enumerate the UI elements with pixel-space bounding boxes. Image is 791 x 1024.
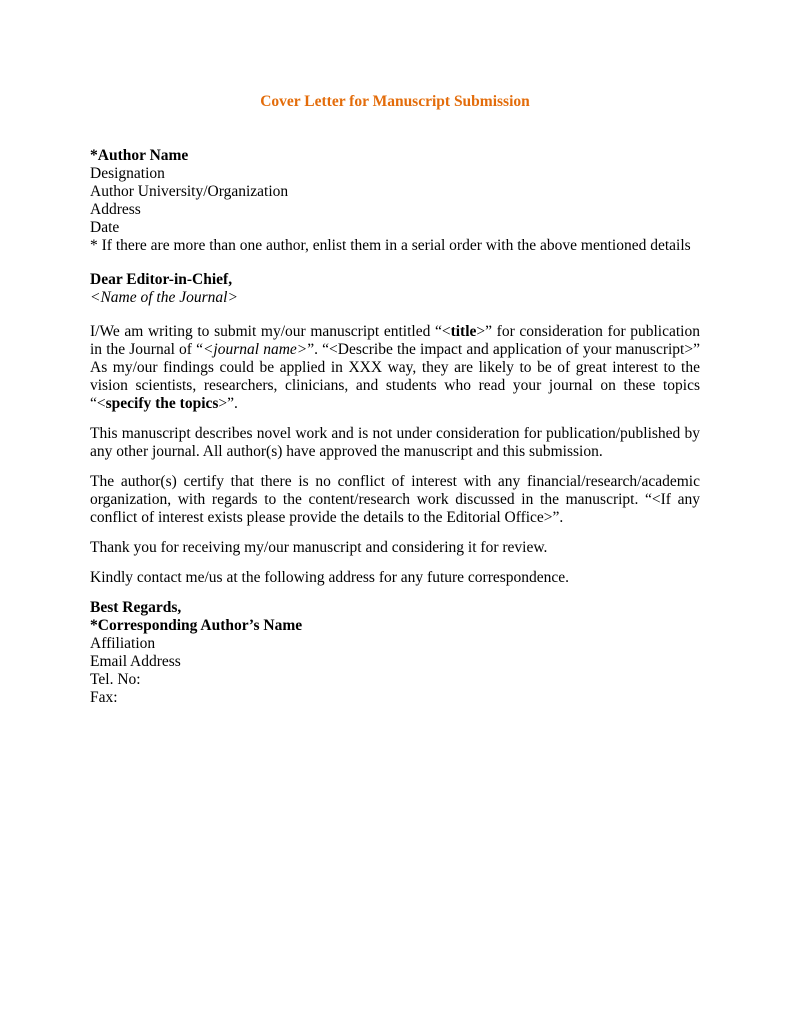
paragraph-contact: Kindly contact me/us at the following address for any future correspondence.: [90, 569, 570, 586]
paragraph-intro-text-4: >”.: [218, 395, 238, 412]
multi-author-note-line: * If there are more than one author, enlist them in a serial order with the above mentioned details: [90, 237, 691, 254]
corresponding-author-line: *Corresponding Author’s Name: [90, 617, 303, 634]
paragraph-intro-text-2: >” for consideration for publication in the Journal of “: [90, 323, 700, 358]
designation-line: Designation: [90, 165, 165, 182]
affiliation-line: Affiliation: [90, 635, 156, 652]
telephone-line: Tel. No:: [90, 671, 141, 688]
salutation-line: Dear Editor-in-Chief,: [90, 271, 233, 288]
author-details-block: [90, 147, 700, 255]
paragraph-intro-journal-placeholder: <journal name>: [202, 341, 308, 358]
paragraph-intro-topics-placeholder: specify the topics: [105, 395, 219, 412]
author-name-line: *Author Name: [90, 147, 189, 164]
paragraph-intro: [90, 323, 700, 413]
paragraph-thank-you: Thank you for receiving my/our manuscript and considering it for review.: [90, 539, 548, 556]
paragraph-novel-work: This manuscript describes novel work and is not under consideration for publication/published by any other journal. All author(s) have approved the manuscript and this submission.: [90, 425, 700, 460]
paragraph-intro-title-placeholder: title: [450, 323, 477, 340]
organization-line: Author University/Organization: [90, 183, 289, 200]
date-line: Date: [90, 219, 120, 236]
paragraph-conflict-of-interest: The author(s) certify that there is no conflict of interest with any financial/research/academic organization, with regards to the content/research work discussed in the manuscript. “<If any conflict of interest exists please provide the details to the Editorial Office>”.: [90, 473, 700, 526]
best-regards-line: Best Regards,: [90, 599, 182, 616]
document-title: Cover Letter for Manuscript Submission: [260, 93, 530, 110]
address-line: Address: [90, 201, 141, 218]
fax-line: Fax:: [90, 689, 118, 706]
closing-block: [90, 599, 700, 707]
journal-name-placeholder-line: <Name of the Journal>: [90, 289, 238, 306]
greeting-block: [90, 271, 700, 307]
paragraph-intro-text-1: I/We am writing to submit my/our manuscript entitled “<: [90, 323, 451, 340]
email-line: Email Address: [90, 653, 181, 670]
paragraph-intro-text-3: ”. “<Describe the impact and application of your manuscript>” As my/our findings could be applied in XXX way, they are likely to be of great interest to the vision scientists, researchers, clinicians, and students who read your journal on these topics “<: [90, 341, 700, 412]
